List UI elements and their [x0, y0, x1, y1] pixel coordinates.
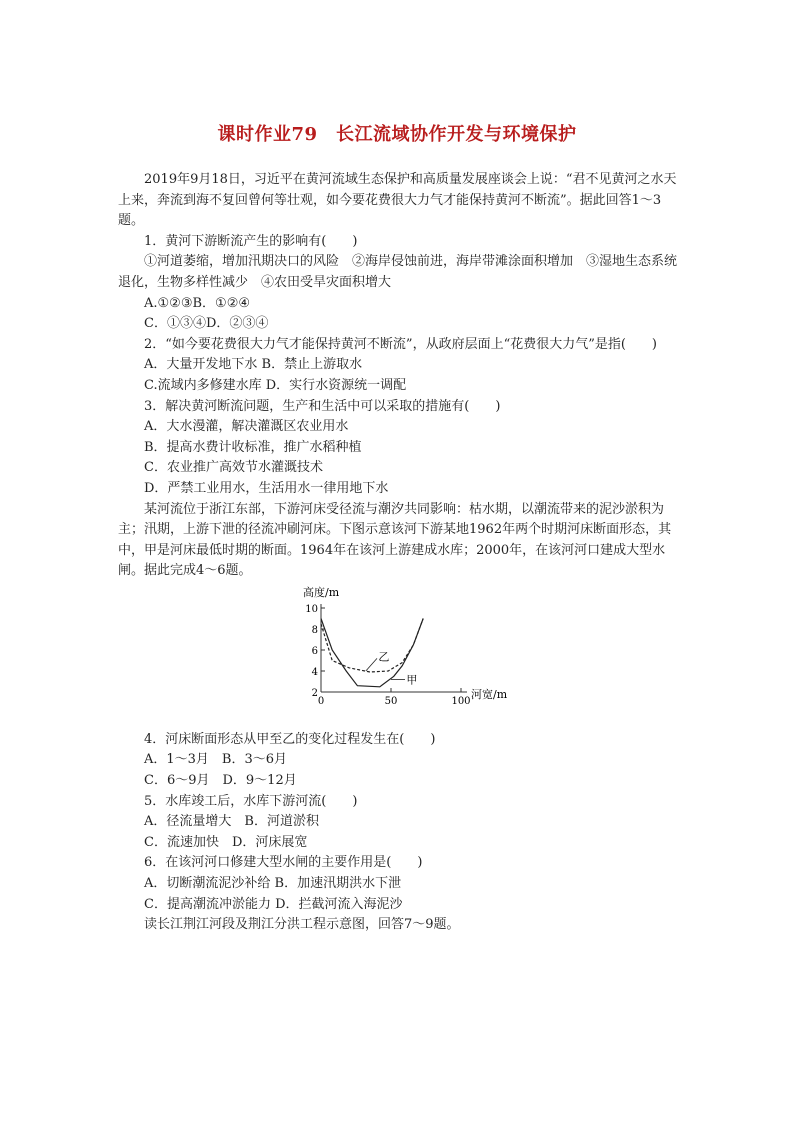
riverbed-chart-svg — [293, 584, 553, 724]
question-3-option-a: A．大水漫灌，解决灌溉区农业用水 — [144, 419, 349, 435]
document-body — [118, 170, 683, 936]
question-2-options-cd: C.流域内多修建水库 D．实行水资源统一调配 — [144, 377, 407, 393]
chart-y-tick-label: 2 — [311, 687, 318, 699]
riverbed-chart — [118, 584, 683, 724]
question-4-stem: 4．河床断面形态从甲至乙的变化过程发生在( ) — [144, 731, 436, 747]
chart-series-leader-yi — [366, 658, 377, 671]
question-4-options-cd: C．6～9月 D．9～12月 — [144, 773, 297, 789]
question-5-options-ab: A．径流量增大 B．河道淤积 — [144, 814, 319, 830]
chart-xlabel: 河宽/m — [471, 687, 508, 701]
question-6-options-cd: C．提高潮流冲淤能力 D．拦截河流入海泥沙 — [144, 896, 403, 912]
chart-y-tick-label: 10 — [305, 603, 318, 615]
question-2-options-ab: A．大量开发地下水 B．禁止上游取水 — [144, 357, 363, 373]
question-5-options-cd: C．流速加快 D．河床展宽 — [144, 834, 308, 850]
chart-y-tick-label: 6 — [311, 645, 318, 657]
chart-ylabel: 高度/m — [303, 585, 340, 599]
question-2-stem: 2．“如今要花费很大力气才能保持黄河不断流”，从政府层面上“花费很大力气”是指( ) — [144, 336, 657, 352]
chart-x-tick-label: 0 — [317, 695, 325, 707]
question-3-option-d: D．严禁工业用水，生活用水一律用地下水 — [144, 480, 389, 496]
chart-x-tick-label: 50 — [384, 695, 398, 707]
question-3-option-c: C．农业推广高效节水灌溉技术 — [144, 460, 323, 476]
chart-y-tick-label: 4 — [311, 666, 318, 678]
question-3-stem: 3．解决黄河断流问题，生产和生活中可以采取的措施有( ) — [144, 398, 501, 414]
chart-x-tick-label: 100 — [451, 695, 471, 707]
question-6-options-ab: A．切断潮流泥沙补给 B．加速汛期洪水下泄 — [144, 876, 402, 892]
question-1-options-ab: A.①②③B．①②④ — [144, 295, 250, 311]
page-title: 课时作业79 长江流域协作开发与环境保护 — [217, 124, 577, 145]
intro-paragraph-1-3: 2019年9月18日，习近平在黄河流域生态保护和高质量发展座谈会上说：“君不见黄河之水天上来，奔流到海不复回曾何等壮观，如今要花费很大力气才能保持黄河不断流”。据此回答1～3题。 — [118, 172, 677, 229]
question-5-stem: 5．水库竣工后，水库下游河流( ) — [144, 793, 358, 809]
question-1-body: ①河道萎缩，增加汛期决口的风险 ②海岸侵蚀前进，海岸带滩涂面积增加 ③湿地生态系统退化，生物多样性减少 ④农田受旱灾面积增大 — [118, 254, 678, 290]
intro-paragraph-7-9: 读长江荆江河段及荆江分洪工程示意图，回答7～9题。 — [144, 917, 460, 933]
chart-series-label-yi: 乙 — [378, 650, 390, 664]
question-1-stem: 1．黄河下游断流产生的影响有( ) — [144, 233, 358, 249]
chart-series-label-jia: 甲 — [406, 673, 418, 687]
intro-paragraph-4-6: 某河流位于浙江东部，下游河床受径流与潮汐共同影响：枯水期，以潮流带来的泥沙淤积为主；汛期，上游下泄的径流冲刷河床。下图示意该河下游某地1962年两个时期河床断面形态，其中，甲是河床最低时期的断面。1964年在该河上游建成水库；2000年，在该河河口建成大型水闸。据此完成4～6题。 — [118, 501, 672, 579]
question-3-option-b: B．提高水费计收标准，推广水稻种植 — [144, 439, 362, 455]
question-1-options-cd: C．①③④D．②③④ — [144, 316, 269, 332]
question-6-stem: 6．在该河河口修建大型水闸的主要作用是( ) — [144, 855, 423, 871]
question-4-options-ab: A．1～3月 B．3～6月 — [144, 752, 288, 768]
chart-y-tick-label: 8 — [311, 624, 318, 636]
